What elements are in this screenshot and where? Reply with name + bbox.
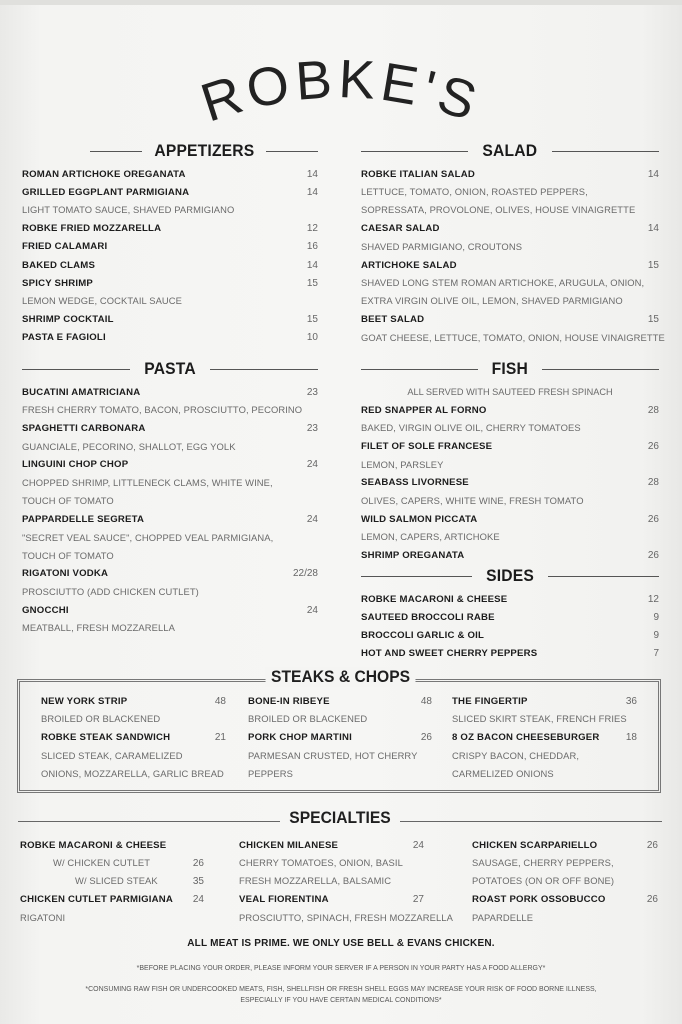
menu-item: ROBKE MACARONI & CHEESE 12 xyxy=(361,593,659,605)
item-description: LETTUCE, TOMATO, ONION, ROASTED PEPPERS, xyxy=(361,186,588,198)
item-description: BROILED OR BLACKENED xyxy=(248,713,368,725)
divider xyxy=(400,821,662,822)
menu-item: BEET SALAD 15 xyxy=(361,314,659,326)
sides-section xyxy=(361,564,659,663)
menu-item: ROMAN ARTICHOKE OREGANATA 14 xyxy=(22,168,318,180)
menu-item: BROCCOLI GARLIC & OIL 9 xyxy=(361,629,659,641)
item-description: FRESH CHERRY TOMATO, BACON, PROSCIUTTO, PECORINO xyxy=(22,404,303,416)
menu-item: SHRIMP COCKTAIL 15 xyxy=(22,314,318,326)
item-description: MEATBALL, FRESH MOZZARELLA xyxy=(22,622,175,634)
divider xyxy=(18,821,280,822)
pasta-section xyxy=(22,357,318,638)
steaks-title-wrap xyxy=(0,667,682,687)
raw-warning-line-1: *CONSUMING RAW FISH OR UNDERCOOKED MEATS, FISH, SHELLFISH OR FRESH SHELL EGGS MAY INCREASE YOUR RISK OF FOOD BORNE ILLNESS, xyxy=(85,986,597,993)
item-description: PAPARDELLE xyxy=(472,911,534,923)
menu-item: FRIED CALAMARI 16 xyxy=(22,241,318,253)
item-description: CARMELIZED ONIONS xyxy=(452,767,554,779)
menu-item: SAUTEED BROCCOLI RABE 9 xyxy=(361,611,659,623)
meat-note: ALL MEAT IS PRIME. WE ONLY USE BELL & EVANS CHICKEN. xyxy=(187,938,495,949)
menu-item: ROBKE MACARONI & CHEESE xyxy=(20,839,167,851)
menu-item: ARTICHOKE SALAD 15 xyxy=(361,259,659,271)
item-description: LEMON WEDGE, COCKTAIL SAUCE xyxy=(22,295,183,307)
menu-item: ROAST PORK OSSOBUCCO 26 xyxy=(472,894,658,906)
item-description: LEMON, PARSLEY xyxy=(361,458,444,470)
item-description: "SECRET VEAL SAUCE", CHOPPED VEAL PARMIGIANA, xyxy=(22,531,274,543)
item-description: LEMON, CAPERS, ARTICHOKE xyxy=(361,531,500,543)
menu-item: HOT AND SWEET CHERRY PEPPERS 7 xyxy=(361,648,659,660)
menu-item: PAPPARDELLE SEGRETA 24 xyxy=(22,513,318,525)
menu-item: VEAL FIORENTINA 27 xyxy=(239,894,424,906)
item-description: LIGHT TOMATO SAUCE, SHAVED PARMIGIANO xyxy=(22,204,235,216)
section-title: SPECIALTIES xyxy=(289,808,391,827)
menu-option: W/ SLICED STEAK 35 xyxy=(75,875,204,887)
allergy-note: *BEFORE PLACING YOUR ORDER, PLEASE INFORM YOUR SERVER IF A PERSON IN YOUR PARTY HAS A FOOD ALLERGY* xyxy=(136,965,546,972)
menu-item: RED SNAPPER AL FORNO 28 xyxy=(361,404,659,416)
menu-item: THE FINGERTIP 36 xyxy=(452,695,637,707)
appetizers-section xyxy=(22,139,318,347)
menu-item: RIGATONI VODKA 22/28 xyxy=(22,568,318,580)
item-description: SLICED SKIRT STEAK, FRENCH FRIES xyxy=(452,713,627,725)
steaks-column-3 xyxy=(452,692,637,783)
menu-item: CHICKEN SCARPARIELLO 26 xyxy=(472,839,658,851)
item-description: FRESH MOZZARELLA, BALSAMIC xyxy=(239,875,392,887)
menu-item: PASTA E FAGIOLI 10 xyxy=(22,332,318,344)
menu-item: 8 OZ BACON CHEESEBURGER 18 xyxy=(452,731,637,743)
item-description: PROSCIUTTO, SPINACH, FRESH MOZZARELLA xyxy=(239,911,453,923)
item-description: SHAVED PARMIGIANO, CROUTONS xyxy=(361,240,523,252)
menu-item: BONE-IN RIBEYE 48 xyxy=(248,695,432,707)
menu-item: WILD SALMON PICCATA 26 xyxy=(361,513,659,525)
item-description: SLICED STEAK, CARAMELIZED xyxy=(41,749,183,761)
menu-item: ROBKE FRIED MOZZARELLA 12 xyxy=(22,223,318,235)
menu-item: BAKED CLAMS 14 xyxy=(22,259,318,271)
menu-item: LINGUINI CHOP CHOP 24 xyxy=(22,459,318,471)
item-description: ONIONS, MOZZARELLA, GARLIC BREAD xyxy=(41,767,224,779)
restaurant-name: ROBKE'S xyxy=(194,48,489,130)
menu-item: FILET OF SOLE FRANCESE 26 xyxy=(361,440,659,452)
section-title: SIDES xyxy=(486,566,534,585)
item-description: SOPRESSATA, PROVOLONE, OLIVES, HOUSE VINAIGRETTE xyxy=(361,204,636,216)
section-title: PASTA xyxy=(144,359,196,378)
menu-option: W/ CHICKEN CUTLET 26 xyxy=(53,857,204,869)
section-title: STEAKS & CHOPS xyxy=(266,667,416,687)
menu-item: SHRIMP OREGANATA 26 xyxy=(361,550,659,562)
item-description: OLIVES, CAPERS, WHITE WINE, FRESH TOMATO xyxy=(361,494,584,506)
item-description: PARMESAN CRUSTED, HOT CHERRY xyxy=(248,749,418,761)
menu-item: NEW YORK STRIP 48 xyxy=(41,695,226,707)
menu-item: SEABASS LIVORNESE 28 xyxy=(361,477,659,489)
item-description: GOAT CHEESE, LETTUCE, TOMATO, ONION, HOUSE VINAIGRETTE xyxy=(361,331,665,343)
section-title: SALAD xyxy=(482,141,538,160)
menu-item: SPICY SHRIMP 15 xyxy=(22,277,318,289)
menu-item: CHICKEN CUTLET PARMIGIANA 24 xyxy=(20,894,204,906)
raw-food-warning xyxy=(0,984,682,1006)
menu-item: BUCATINI AMATRICIANA 23 xyxy=(22,386,318,398)
specialties-column-2 xyxy=(239,836,453,927)
item-description: PROSCIUTTO (ADD CHICKEN CUTLET) xyxy=(22,586,199,598)
salad-section xyxy=(361,139,665,347)
specialties-column-1 xyxy=(20,836,204,927)
item-description: SAUSAGE, CHERRY PEPPERS, xyxy=(472,857,614,869)
raw-warning-line-2: ESPECIALLY IF YOU HAVE CERTAIN MEDICAL CONDITIONS* xyxy=(240,997,442,1004)
top-edge xyxy=(0,0,682,5)
item-description: BROILED OR BLACKENED xyxy=(41,713,161,725)
item-description: CRISPY BACON, CHEDDAR, xyxy=(452,749,580,761)
item-description: PEPPERS xyxy=(248,767,293,779)
menu-item: CHICKEN MILANESE 24 xyxy=(239,839,424,851)
section-title: APPETIZERS xyxy=(153,141,255,160)
item-description: POTATOES (ON OR OFF BONE) xyxy=(472,875,615,887)
steaks-column-2 xyxy=(248,692,432,783)
section-note: ALL SERVED WITH SAUTEED FRESH SPINACH xyxy=(407,387,613,397)
steaks-column-1 xyxy=(41,692,226,783)
item-description: TOUCH OF TOMATO xyxy=(22,495,114,507)
menu-item: PORK CHOP MARTINI 26 xyxy=(248,731,432,743)
svg-text:ROBKE'S xyxy=(194,49,488,130)
specialties-title-wrap xyxy=(280,808,400,828)
item-description: SHAVED LONG STEM ROMAN ARTICHOKE, ARUGULA, ONION, xyxy=(361,277,645,289)
menu-item: GNOCCHI 24 xyxy=(22,604,318,616)
item-description: TOUCH OF TOMATO xyxy=(22,549,114,561)
menu-item: SPAGHETTI CARBONARA 23 xyxy=(22,422,318,434)
restaurant-logo xyxy=(0,40,682,130)
menu-item: GRILLED EGGPLANT PARMIGIANA 14 xyxy=(22,186,318,198)
item-description: CHERRY TOMATOES, ONION, BASIL xyxy=(239,857,403,869)
item-description: BAKED, VIRGIN OLIVE OIL, CHERRY TOMATOES xyxy=(361,422,581,434)
fish-section xyxy=(361,357,659,565)
specialties-column-3 xyxy=(472,836,658,927)
item-description: GUANCIALE, PECORINO, SHALLOT, EGG YOLK xyxy=(22,440,236,452)
menu-item: ROBKE ITALIAN SALAD 14 xyxy=(361,168,659,180)
menu-item: ROBKE STEAK SANDWICH 21 xyxy=(41,731,226,743)
item-description: CHOPPED SHRIMP, LITTLENECK CLAMS, WHITE WINE, xyxy=(22,476,273,488)
item-description: EXTRA VIRGIN OLIVE OIL, LEMON, SHAVED PARMIGIANO xyxy=(361,295,623,307)
menu-item: CAESAR SALAD 14 xyxy=(361,223,659,235)
item-description: RIGATONI xyxy=(20,911,66,923)
section-title: FISH xyxy=(491,359,529,378)
